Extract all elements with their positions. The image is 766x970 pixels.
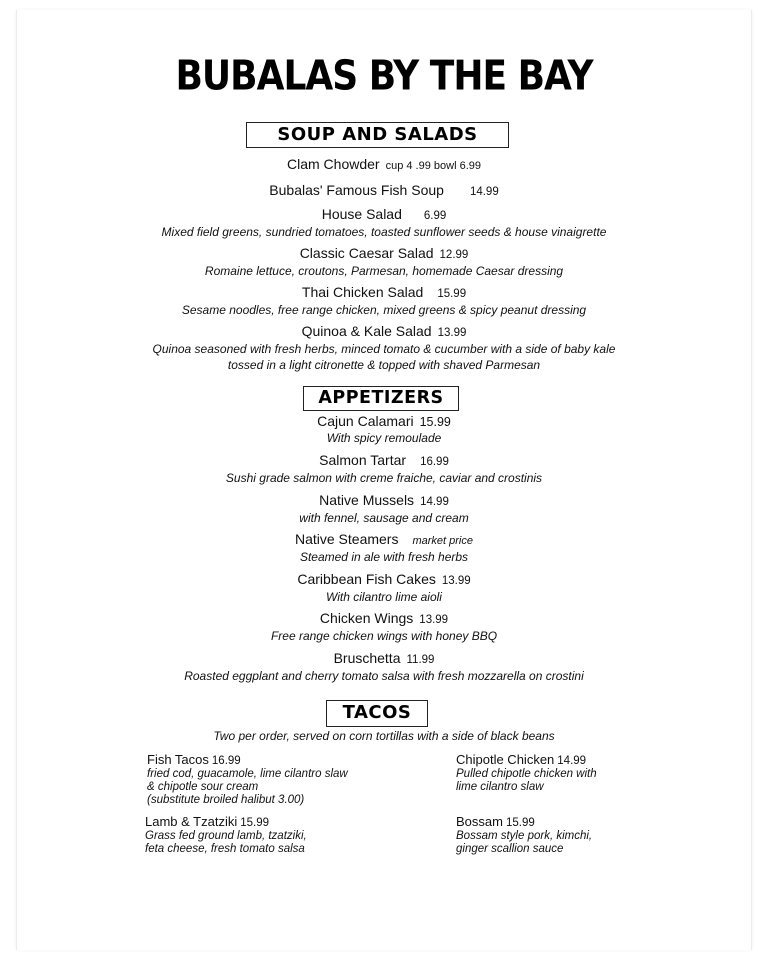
menu-item-bossam: Bossam 15.99 Bossam style pork, kimchi, ginger scallion sauce [456,814,593,855]
menu-item-caesar-salad: Classic Caesar Salad 12.99 Romaine lettuce, croutons, Parmesan, homemade Caesar dressing [204,245,564,278]
section-header-appetizers: APPETIZERS [303,386,459,411]
restaurant-title: BUBALAS BY THE BAY [175,52,593,101]
section-header-soups: SOUP AND SALADS [246,122,509,148]
menu-item-native-steamers: Native Steamers market price Steamed in ale with fresh herbs [294,531,473,564]
menu-item-caribbean-fish-cakes: Caribbean Fish Cakes 13.99 With cilantro lime aioli [297,571,471,604]
menu-item-fish-soup: Bubalas' Famous Fish Soup 14.99 [269,182,499,198]
menu-item-chicken-wings: Chicken Wings 13.99 Free range chicken wings with honey BBQ [270,610,498,643]
menu-item-house-salad: House Salad 6.99 Mixed field greens, sundried tomatoes, toasted sunflower seeds & house vinaigrette [161,206,607,239]
menu-item-native-mussels: Native Mussels 14.99 with fennel, sausage and cream [299,492,469,525]
menu-page [16,10,752,950]
menu-item-salmon-tartar: Salmon Tartar 16.99 Sushi grade salmon with creme fraiche, caviar and crostinis [225,452,543,485]
section-header-tacos: TACOS [326,700,428,727]
menu-item-bruschetta: Bruschetta 11.99 Roasted eggplant and cherry tomato salsa with fresh mozzarella on crostini [184,650,584,683]
menu-item-thai-chicken-salad: Thai Chicken Salad 15.99 Sesame noodles, free range chicken, mixed greens & spicy peanut dressing [181,284,587,317]
menu-item-lamb-tzatziki: Lamb & Tzatziki 15.99 Grass fed ground lamb, tzatziki, feta cheese, fresh tomato salsa [145,814,307,855]
menu-item-fish-tacos: Fish Tacos 16.99 fried cod, guacamole, lime cilantro slaw & chipotle sour cream (substitute broiled halibut 3.00) [147,752,348,806]
menu-item-cajun-calamari: Cajun Calamari 15.99 With spicy remoulade [317,413,451,445]
menu-item-chipotle-chicken: Chipotle Chicken 14.99 Pulled chipotle chicken with lime cilantro slaw [456,752,597,793]
tacos-intro: Two per order, served on corn tortillas with a side of black beans [213,729,555,743]
menu-item-clam-chowder: Clam Chowder cup 4 .99 bowl 6.99 [287,156,481,172]
menu-item-quinoa-kale-salad: Quinoa & Kale Salad 13.99 Quinoa seasoned with fresh herbs, minced tomato & cucumber with a side of baby kale tossed in a light citronette & topped with shaved Parmesan [152,323,616,372]
